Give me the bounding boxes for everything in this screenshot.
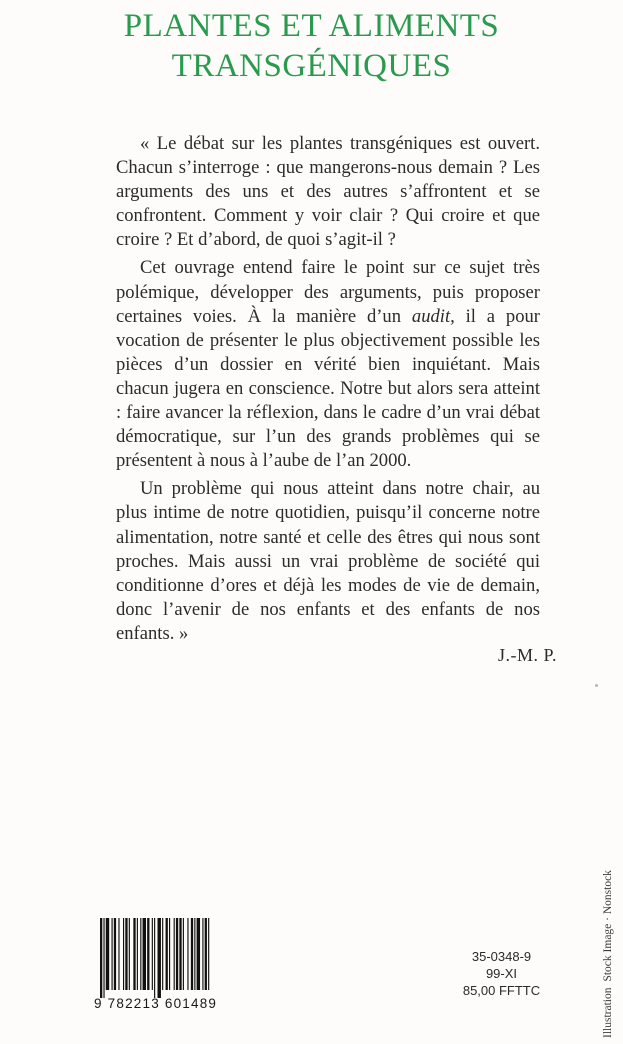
credit-source: Stock Image · Nonstock <box>602 870 614 982</box>
paragraph-2-italic: audit, <box>411 305 455 327</box>
author-signature: J.-M. P. <box>497 645 557 665</box>
paragraph-2-start: Cet ouvrage entend faire le point sur ce sujet très polémique, développer des arguments, puis proposer certaines voies. À la manière d’un <box>116 257 540 327</box>
paragraph-3: Un problème qui nous atteint dans notre chair, au plus intime de notre quotidien, puisqu’il concerne notre alimentation, notre santé et celle des êtres qui nous sont proches. Mais aussi un vrai problème de société qui conditionne d’ores et déjà les modes de vie de demain, donc l’avenir de nos enfants et des enfants de nos enfants. » <box>116 478 540 644</box>
illustration-credit <box>602 864 614 1038</box>
edition-code: 99-XI <box>485 966 518 981</box>
barcode-digits: 9 782213 601489 <box>94 996 218 1011</box>
price: 85,00 FFTTC <box>462 983 541 998</box>
book-title-line-2: TRANSGÉNIQUES <box>171 48 452 84</box>
book-title-line-1: PLANTES ET ALIMENTS <box>123 8 500 44</box>
barcode-bars-icon <box>94 918 250 998</box>
book-title <box>0 6 623 86</box>
credit-label: Illustration <box>602 987 614 1038</box>
back-cover-text <box>116 132 540 650</box>
catalog-code: 35-0348-9 <box>471 949 532 964</box>
price-block <box>454 948 549 999</box>
speck <box>595 684 598 687</box>
paragraph-2 <box>116 256 540 473</box>
paragraph-1: « Le débat sur les plantes transgéniques est ouvert. Chacun s’interroge : que mangerons-nous demain ? Les arguments des uns et des autres s’affrontent et se confrontent. Comment y voir clair ? Qui croire et que croire ? Et d’abord, de quoi s’agit-il ? <box>116 133 540 251</box>
paragraph-2-end: il a pour vocation de présenter le plus objectivement possible les pièces d’un dossier en vérité bien inquiétant. Mais chacun jugera en conscience. Notre but alors sera atteint : faire avancer la réflexion, dans le cadre d’un vrai débat démocratique, sur l’un des grands problèmes qui se présentent à nous à l’aube de l’an 2000. <box>116 305 540 472</box>
